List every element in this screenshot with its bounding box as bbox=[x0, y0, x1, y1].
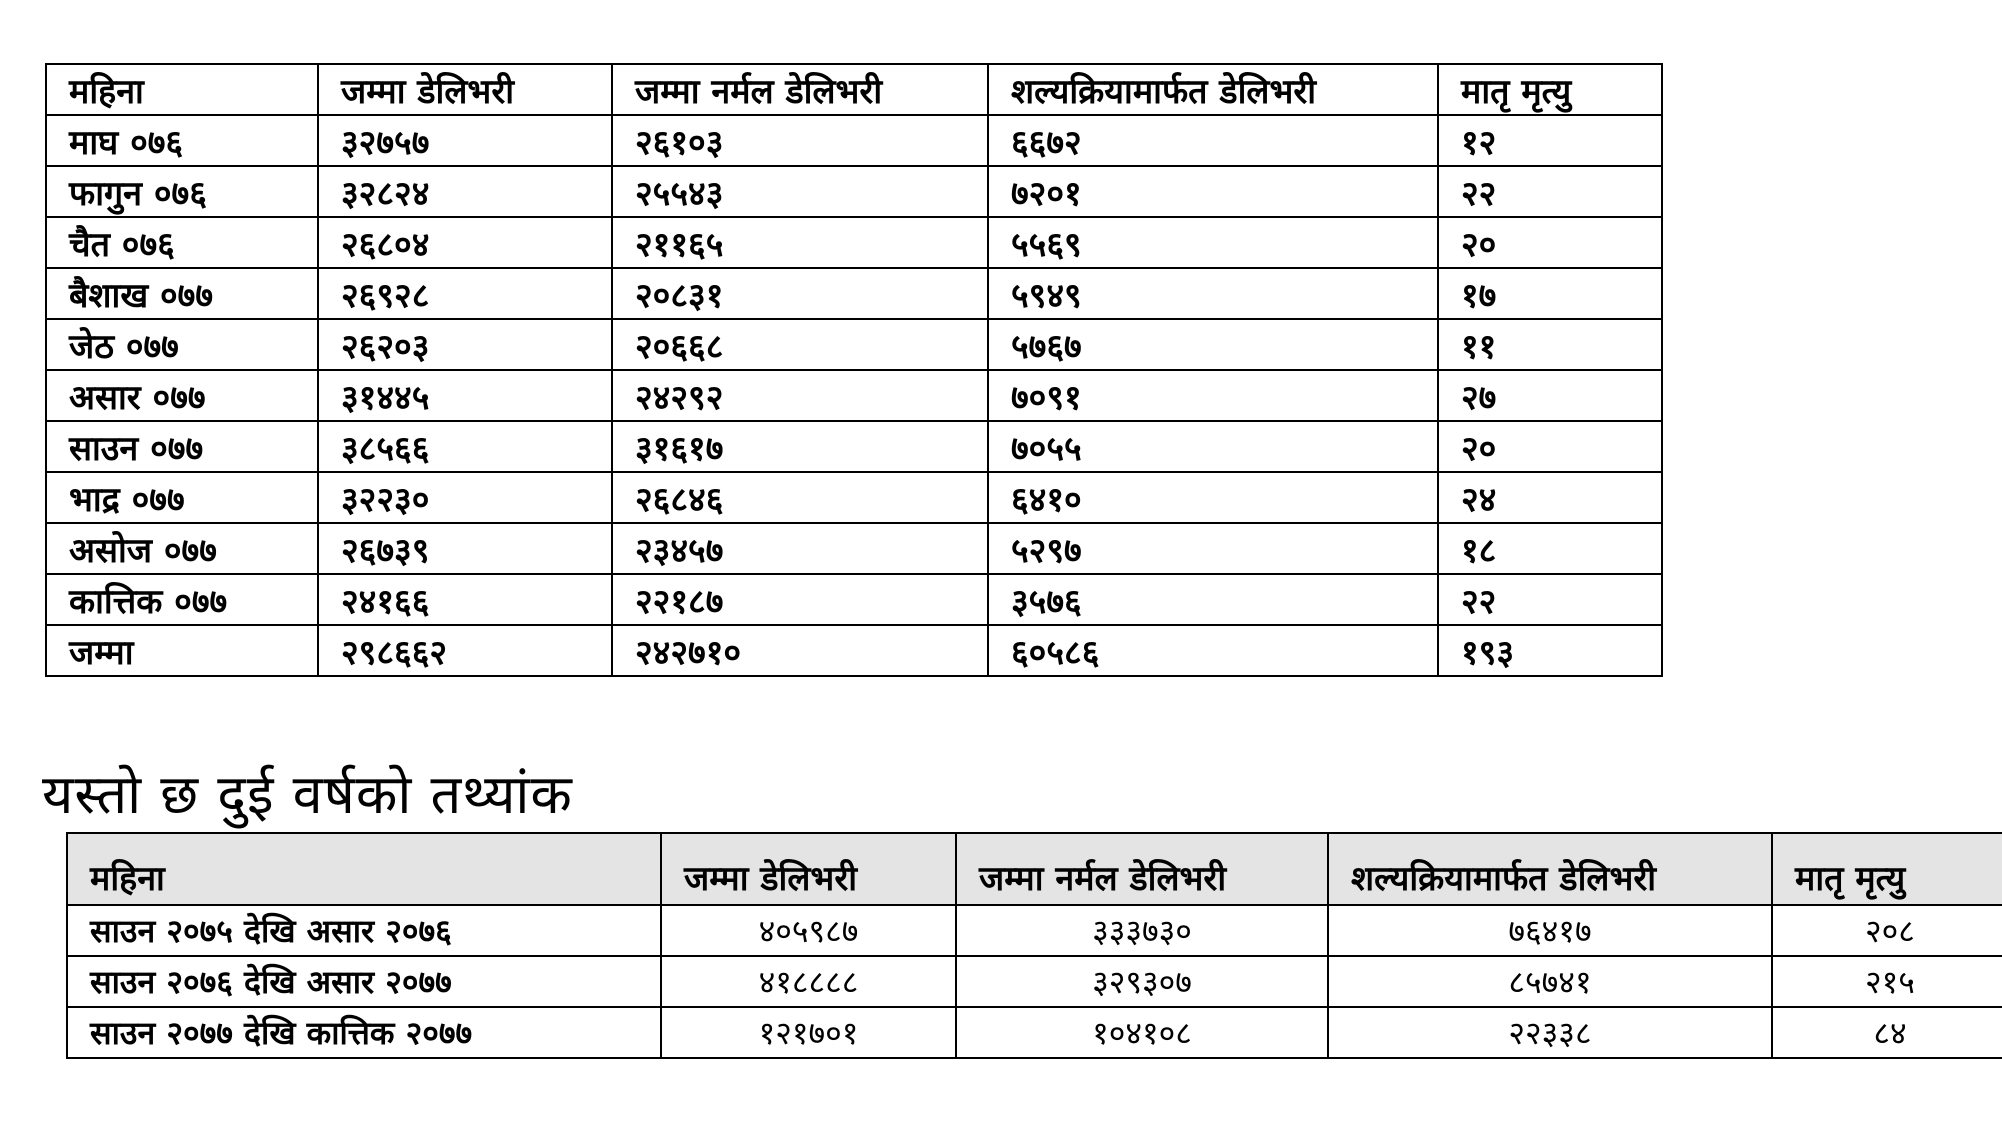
cell-total-delivery: २९८६६२ bbox=[318, 625, 612, 676]
table-row bbox=[46, 217, 1662, 268]
cell-maternal-death: २७ bbox=[1438, 370, 1662, 421]
cell-surgical-delivery: ७०५५ bbox=[988, 421, 1438, 472]
header-month: महिना bbox=[67, 833, 661, 905]
cell-maternal-death: २० bbox=[1438, 217, 1662, 268]
cell-surgical-delivery: ५२९७ bbox=[988, 523, 1438, 574]
table-row bbox=[46, 166, 1662, 217]
cell-surgical-delivery: ६४१० bbox=[988, 472, 1438, 523]
cell-month: जेठ ०७७ bbox=[46, 319, 318, 370]
cell-maternal-death: १२ bbox=[1438, 115, 1662, 166]
cell-surgical-delivery: ७०९१ bbox=[988, 370, 1438, 421]
cell-total-delivery: २६७३९ bbox=[318, 523, 612, 574]
cell-month: जम्मा bbox=[46, 625, 318, 676]
cell-normal-delivery: २३४५७ bbox=[612, 523, 988, 574]
cell-maternal-death: ११ bbox=[1438, 319, 1662, 370]
table-row bbox=[46, 574, 1662, 625]
header-month: महिना bbox=[46, 64, 318, 115]
cell-normal-delivery: २६१०३ bbox=[612, 115, 988, 166]
cell-normal-delivery: २६८४६ bbox=[612, 472, 988, 523]
cell-maternal-death: १८ bbox=[1438, 523, 1662, 574]
cell-total-delivery: २६८०४ bbox=[318, 217, 612, 268]
cell-normal-delivery: २०८३१ bbox=[612, 268, 988, 319]
cell-total-delivery: ३२७५७ bbox=[318, 115, 612, 166]
cell-maternal-death: १९३ bbox=[1438, 625, 1662, 676]
header-normal-delivery: जम्मा नर्मल डेलिभरी bbox=[612, 64, 988, 115]
cell-surgical-delivery: ८५७४१ bbox=[1328, 956, 1772, 1007]
cell-surgical-delivery: २२३३८ bbox=[1328, 1007, 1772, 1058]
table-row bbox=[46, 472, 1662, 523]
cell-total-delivery: २४१६६ bbox=[318, 574, 612, 625]
cell-maternal-death: २४ bbox=[1438, 472, 1662, 523]
cell-surgical-delivery: ५७६७ bbox=[988, 319, 1438, 370]
cell-normal-delivery: ३३३७३० bbox=[956, 905, 1328, 956]
cell-normal-delivery: २४२७१० bbox=[612, 625, 988, 676]
header-total-delivery: जम्मा डेलिभरी bbox=[318, 64, 612, 115]
cell-total-delivery: ३२८२४ bbox=[318, 166, 612, 217]
cell-month: साउन २०७७ देखि कात्तिक २०७७ bbox=[67, 1007, 661, 1058]
cell-surgical-delivery: ७६४१७ bbox=[1328, 905, 1772, 956]
cell-maternal-death: २०८ bbox=[1772, 905, 2002, 956]
cell-month: साउन २०७५ देखि असार २०७६ bbox=[67, 905, 661, 956]
cell-month: साउन ०७७ bbox=[46, 421, 318, 472]
cell-maternal-death: २२ bbox=[1438, 574, 1662, 625]
cell-maternal-death: २१५ bbox=[1772, 956, 2002, 1007]
cell-surgical-delivery: ६०५८६ bbox=[988, 625, 1438, 676]
cell-normal-delivery: ३२९३०७ bbox=[956, 956, 1328, 1007]
cell-month: फागुन ०७६ bbox=[46, 166, 318, 217]
cell-normal-delivery: २२१८७ bbox=[612, 574, 988, 625]
cell-surgical-delivery: ७२०१ bbox=[988, 166, 1438, 217]
cell-normal-delivery: २५५४३ bbox=[612, 166, 988, 217]
table-row bbox=[46, 319, 1662, 370]
header-total-delivery: जम्मा डेलिभरी bbox=[661, 833, 956, 905]
cell-total-delivery: ४१८८८८ bbox=[661, 956, 956, 1007]
section-heading: यस्तो छ दुई वर्षको तथ्यांक bbox=[42, 763, 573, 826]
cell-normal-delivery: ३१६१७ bbox=[612, 421, 988, 472]
cell-month: बैशाख ०७७ bbox=[46, 268, 318, 319]
cell-surgical-delivery: ६६७२ bbox=[988, 115, 1438, 166]
cell-month: असार ०७७ bbox=[46, 370, 318, 421]
cell-month: चैत ०७६ bbox=[46, 217, 318, 268]
header-surgical-delivery: शल्यक्रियामार्फत डेलिभरी bbox=[1328, 833, 1772, 905]
cell-maternal-death: २२ bbox=[1438, 166, 1662, 217]
cell-maternal-death: ८४ bbox=[1772, 1007, 2002, 1058]
table-row bbox=[67, 956, 2002, 1007]
cell-month: कात्तिक ०७७ bbox=[46, 574, 318, 625]
cell-total-delivery: २६२०३ bbox=[318, 319, 612, 370]
table-header-row bbox=[46, 64, 1662, 115]
table-row bbox=[46, 268, 1662, 319]
table-row bbox=[67, 905, 2002, 956]
cell-month: भाद्र ०७७ bbox=[46, 472, 318, 523]
two-year-summary-table bbox=[66, 832, 2002, 1059]
cell-normal-delivery: १०४१०८ bbox=[956, 1007, 1328, 1058]
cell-month: साउन २०७६ देखि असार २०७७ bbox=[67, 956, 661, 1007]
table-row bbox=[46, 115, 1662, 166]
table-header-row bbox=[67, 833, 2002, 905]
monthly-delivery-table bbox=[45, 63, 1663, 677]
cell-total-delivery: ३८५६६ bbox=[318, 421, 612, 472]
cell-normal-delivery: २११६५ bbox=[612, 217, 988, 268]
header-surgical-delivery: शल्यक्रियामार्फत डेलिभरी bbox=[988, 64, 1438, 115]
cell-total-delivery: ३२२३० bbox=[318, 472, 612, 523]
cell-surgical-delivery: ५५६९ bbox=[988, 217, 1438, 268]
header-maternal-death: मातृ मृत्यु bbox=[1438, 64, 1662, 115]
table-row bbox=[67, 1007, 2002, 1058]
cell-surgical-delivery: ५९४९ bbox=[988, 268, 1438, 319]
cell-surgical-delivery: ३५७६ bbox=[988, 574, 1438, 625]
table-row bbox=[46, 421, 1662, 472]
cell-normal-delivery: २४२९२ bbox=[612, 370, 988, 421]
header-maternal-death: मातृ मृत्यु bbox=[1772, 833, 2002, 905]
table-row bbox=[46, 370, 1662, 421]
cell-total-delivery: ४०५९८७ bbox=[661, 905, 956, 956]
cell-maternal-death: २० bbox=[1438, 421, 1662, 472]
cell-total-delivery: ३१४४५ bbox=[318, 370, 612, 421]
cell-maternal-death: १७ bbox=[1438, 268, 1662, 319]
cell-total-delivery: १२१७०१ bbox=[661, 1007, 956, 1058]
cell-month: असोज ०७७ bbox=[46, 523, 318, 574]
cell-total-delivery: २६९२८ bbox=[318, 268, 612, 319]
cell-month: माघ ०७६ bbox=[46, 115, 318, 166]
table-row bbox=[46, 523, 1662, 574]
cell-normal-delivery: २०६६८ bbox=[612, 319, 988, 370]
table-row bbox=[46, 625, 1662, 676]
header-normal-delivery: जम्मा नर्मल डेलिभरी bbox=[956, 833, 1328, 905]
